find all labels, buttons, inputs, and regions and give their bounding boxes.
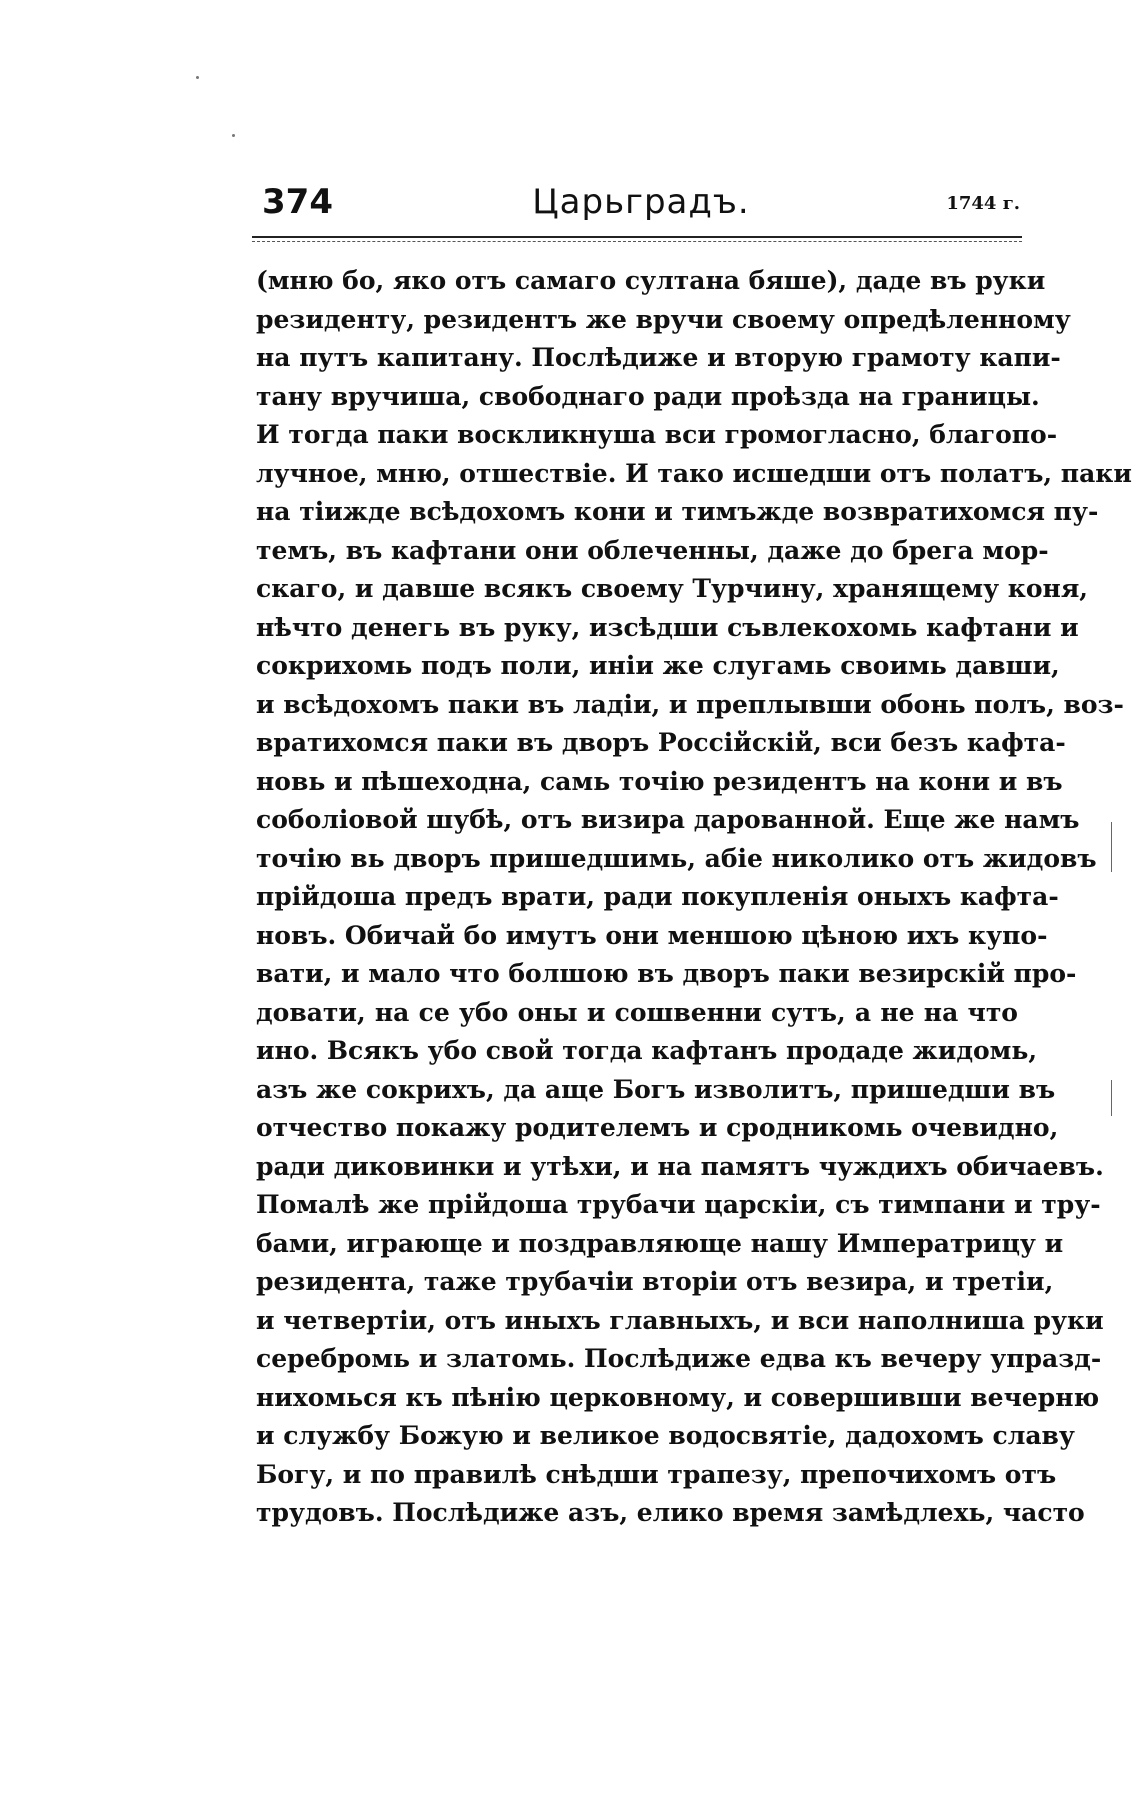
text-line: новъ. Обичай бо имутъ они меншою цѣною ихъ купо-: [256, 920, 1048, 950]
text-line: Богу, и по правилѣ снѣдши трапезу, препочихомъ отъ: [256, 1459, 1057, 1489]
text-line: ино. Всякъ убо свой тогда кафтанъ продаде жидомь,: [256, 1036, 1038, 1065]
text-line: ради диковинки и утѣхи, и на памятъ чуждихъ обичаевъ.: [256, 1151, 1104, 1181]
scan-speck: [196, 76, 199, 79]
text-line: Помалѣ же прійдоша трубачи царскіи, съ тимпани и тру-: [256, 1190, 1101, 1219]
scan-speck: [232, 134, 235, 137]
text-line: вати, и мало что болшою въ дворъ паки везирскій про-: [256, 959, 1077, 988]
text-line: прійдоша предъ врати, ради покупленія оныхъ кафта-: [256, 882, 1059, 911]
text-line: точію вь дворъ пришедшимь, абіе николико отъ жидовъ: [256, 843, 1097, 873]
text-line: довати, на се убо оны и сошвенни сутъ, а не на что: [256, 997, 1018, 1027]
text-line: трудовъ. Послѣдиже азъ, елико время замѣдлехь, часто: [256, 1498, 1085, 1527]
page-header: [262, 180, 1020, 230]
header-year: 1744 г.: [946, 193, 1020, 214]
header-rule: [252, 236, 1022, 238]
text-line: вратихомся паки въ дворъ Россійскій, вси безъ кафта-: [256, 728, 1066, 757]
text-line: сокрихомь подъ поли, иніи же слугамь своимь давши,: [256, 651, 1060, 680]
text-line: и всѣдохомъ паки въ ладіи, и преплывши обонь полъ, воз-: [256, 689, 1124, 719]
text-line: (мню бо, яко отъ самаго султана бяше), даде въ руки: [256, 266, 1046, 295]
text-line: серебромь и златомь. Послѣдиже едва къ вечеру упразд-: [256, 1344, 1102, 1373]
text-line: новь и пѣшеходна, самь точію резидентъ на кони и въ: [256, 766, 1063, 796]
text-line: резиденту, резидентъ же вручи своему опредѣленному: [256, 304, 1071, 334]
text-line: на тіижде всѣдохомъ кони и тимъжде возвратихомся пу-: [256, 497, 1099, 526]
text-line: И тогда паки воскликнуша вси громогласно, благопо-: [256, 420, 1058, 449]
margin-mark: [1111, 1080, 1112, 1116]
text-line: азъ же сокрихъ, да аще Богъ изволитъ, пришедши въ: [256, 1074, 1056, 1104]
text-line: темъ, въ кафтани они облеченны, даже до брега мор-: [256, 535, 1049, 565]
text-line: скаго, и давше всякъ своему Турчину, хранящему коня,: [256, 574, 1088, 603]
text-line: тану вручиша, свободнаго ради проѣзда на границы.: [256, 381, 1040, 411]
header-rule-inner: [252, 241, 1022, 242]
text-line: нихомься къ пѣнію церковному, и совершивши вечерню: [256, 1382, 1100, 1412]
text-line: отчество покажу родителемъ и сродникомь очевидно,: [256, 1113, 1059, 1142]
running-title: Царьградъ.: [532, 182, 750, 222]
text-line: и службу Божую и великое водосвятіе, дадохомъ славу: [256, 1421, 1075, 1450]
text-line: лучное, мню, отшествіе. И тако исшедши отъ полатъ, паки: [256, 458, 1132, 488]
page-number: 374: [262, 182, 333, 222]
text-line: нѣчто денегь въ руку, изсѣдши съвлекохомь кафтани и: [256, 612, 1079, 642]
margin-mark: [1111, 822, 1112, 872]
text-line: на путъ капитану. Послѣдиже и вторую грамоту капи-: [256, 343, 1061, 372]
body-text: [256, 262, 1132, 1533]
text-line: соболіовой шубѣ, отъ визира дарованной. Еще же намъ: [256, 805, 1080, 834]
text-line: резидента, таже трубачіи вторіи отъ везира, и третіи,: [256, 1267, 1054, 1296]
text-line: и четвертіи, отъ иныхъ главныхъ, и вси наполниша руки: [256, 1305, 1104, 1335]
text-line: бами, играюще и поздравляюще нашу Императрицу и: [256, 1228, 1064, 1258]
